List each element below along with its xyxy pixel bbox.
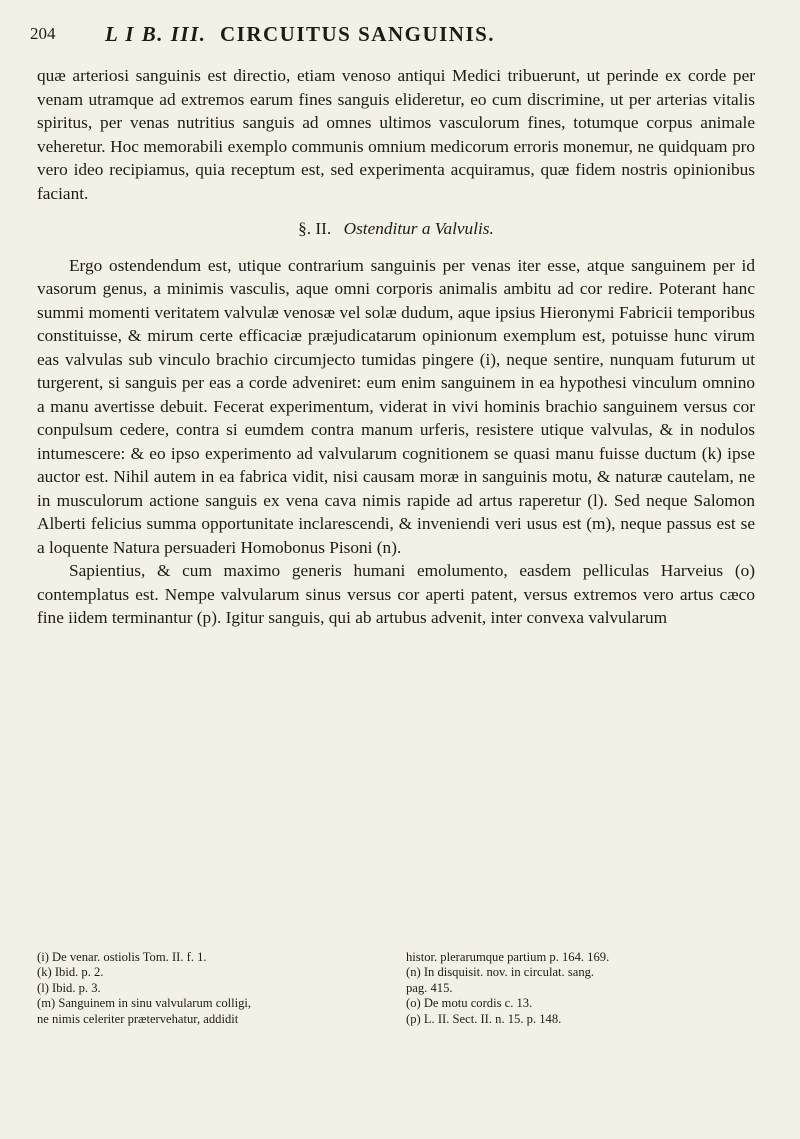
footnote: (k) Ibid. p. 2. [37,965,104,980]
section-heading [37,217,755,241]
footnote: (l) Ibid. p. 3. [37,980,101,995]
footnote: pag. 415. [406,980,453,995]
footnote: (o) De motu cordis c. 13. [406,996,533,1011]
footnote: histor. plerarumque partium p. 164. 169. [406,950,610,964]
footnote: (m) Sanguinem in sinu valvularum colligi, [37,996,252,1011]
footnotes-left [37,950,386,1027]
footnote: (n) In disquisit. nov. in circulat. sang. [406,965,595,980]
page-number: 204 [30,24,56,43]
section-number: §. II. [298,219,332,238]
paragraph-1: quæ arteriosi sanguinis est directio, etiam venoso antiqui Medici tribuerunt, ut perinde ex corde per venam utramque ad extremos earum fines sanguis elideretur, eo cum discrimine, ut per arterias vitalis spiritus, per venas nutritius sanguis ad omnes ultimos vasculorum fines, totumque corpus animale veheretur. Hoc memorabili exemplo communis omnium medicorum erroris monemur, ne quidquam pro vero ideo recipiamus, quia receptum est, sed experimenta acquiramus, quæ fidem nostris opinionibus faciant. [37,66,755,203]
footnotes [37,950,755,1027]
footnotes-right [406,950,755,1027]
footnote: (i) De venar. ostiolis Tom. II. f. 1. [37,950,207,964]
running-title: CIRCUITUS SANGUINIS. [220,22,496,46]
running-header [20,18,780,58]
footnote: (p) L. II. Sect. II. n. 15. p. 148. [406,1011,562,1026]
footnote: ne nimis celeriter prætervehatur, addidit [37,1011,239,1026]
paragraph-3: Sapientius, & cum maximo generis humani emolumento, easdem pelliculas Harveius (o) contemplatus est. Nempe valvularum sinus versus cor aperti patent, versus extremos vero artus cæco fine iidem terminantur (p). Igitur sanguis, qui ab artubus advenit, inter convexa valvularum [37,561,755,627]
paragraph-2: Ergo ostendendum est, utique contrarium sanguinis per venas iter esse, atque sanguinem per id vasorum genus, a minimis vasculis, aque omni corporis animalis ambitu ad cor redire. Poterant hanc summi momenti veritatem valvulæ venosæ vel solæ dudum, aque ipsius Hieronymi Fabricii temporibus constituisse, & mirum certe efficaciæ præjudicatarum opinionum exemplum est, potuisse hunc virum eas valvulas sub vinculo brachio circumjecto tumidas pingere (i), neque sentire, nunquam futurum ut turgerent, si sanguis per eas a corde adveniret: eum enim sanguinem in ea hypothesi vinculum omnino a manu avertisse debuit. Fecerat experimentum, viderat in vivi hominis brachio sanguinem versus cor conpulsum cedere, contra si eumdem contra manum urferis, resistere utique valvulas, & in nodulos intumescere: & eo ipso experimento ad valvularum cognitionem se quasi manu fuisse ductum (k) ipse auctor est. Nihil autem in ea fabrica vidit, nisi causam moræ in sanguinis motu, & naturæ cautelam, ne in musculorum actione sanguis ex vena cava nimis rapide ad artus raperetur (l). Sed neque Salomon Alberti felicius summa opportunitate inclarescendi, & inveniendi veri usus est (m), neque passus est se a loquente Natura persuaderi Homobonus Pisoni (n). [37,255,755,557]
body-text [37,64,755,630]
book-label: L I B. III. [105,22,207,46]
section-title: Ostenditur a Valvulis. [343,219,494,238]
